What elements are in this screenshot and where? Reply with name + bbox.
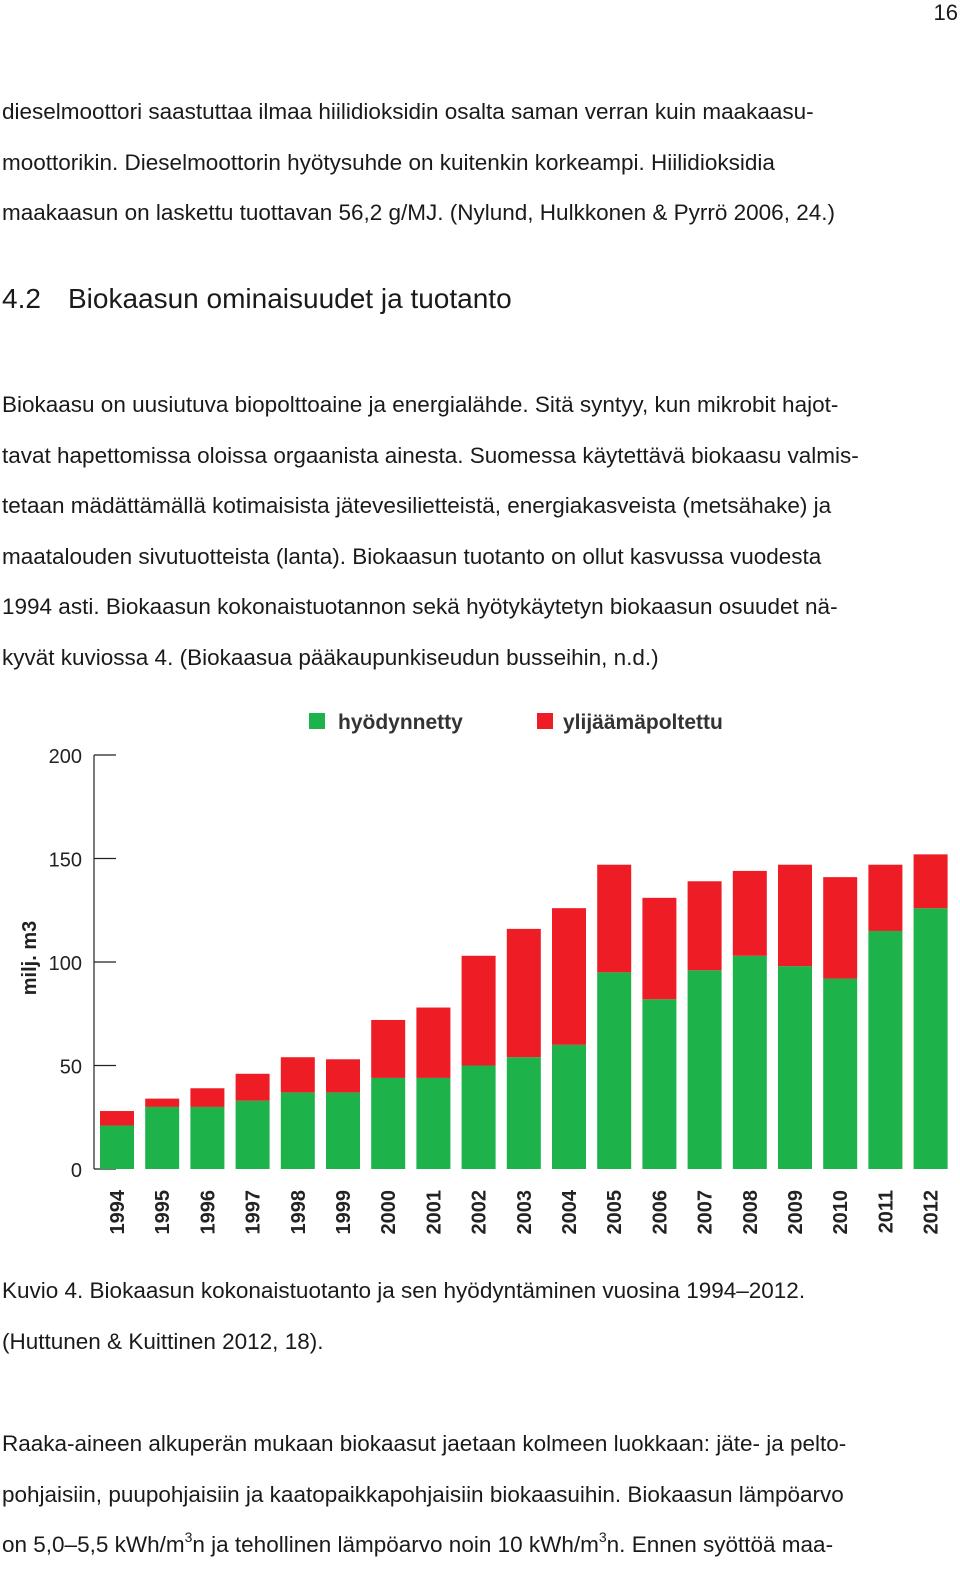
legend-swatch	[537, 713, 553, 729]
bar-hyodynnetty-1996	[190, 1107, 224, 1169]
bar-hyodynnetty-1997	[236, 1101, 270, 1169]
paragraph-line: maatalouden sivutuotteista (lanta). Biokaasun tuotanto on ollut kasvussa vuodesta	[2, 543, 822, 569]
bar-hyodynnetty-2005	[597, 972, 631, 1169]
x-tick-label: 1994	[107, 1190, 129, 1235]
superscript: 3	[184, 1529, 193, 1545]
bar-ylijaamapoltettu-2009	[778, 865, 812, 966]
text-run: n. Ennen syöttöä maa-	[606, 1532, 834, 1557]
bar-ylijaamapoltettu-1998	[281, 1057, 315, 1092]
bar-ylijaamapoltettu-2006	[642, 898, 676, 999]
y-tick-label: 50	[59, 1056, 82, 1079]
x-tick-label: 2006	[649, 1190, 672, 1235]
bar-ylijaamapoltettu-2000	[371, 1020, 405, 1078]
paragraph-line	[2, 1520, 957, 1571]
bar-hyodynnetty-2002	[462, 1066, 496, 1170]
x-tick-label: 2003	[513, 1190, 536, 1235]
bar-ylijaamapoltettu-1996	[190, 1088, 224, 1107]
x-tick-label: 2000	[378, 1190, 401, 1235]
y-tick-label: 150	[48, 849, 82, 872]
paragraph-2	[2, 380, 957, 683]
bar-ylijaamapoltettu-1994	[100, 1111, 134, 1125]
text-run: on 5,0–5,5 kWh/m	[2, 1532, 185, 1557]
superscript: 3	[598, 1529, 607, 1545]
paragraph-line: tavat hapettomissa oloissa orgaanista ainesta. Suomessa käytettävä biokaasu valmis-	[2, 442, 859, 468]
paragraph-line: maakaasun on laskettu tuottavan 56,2 g/MJ. (Nylund, Hulkkonen & Pyrrö 2006, 24.)	[2, 200, 835, 225]
bar-ylijaamapoltettu-2004	[552, 908, 586, 1045]
bar-hyodynnetty-2012	[914, 908, 948, 1169]
bar-ylijaamapoltettu-2010	[823, 877, 857, 978]
x-tick-label: 2008	[739, 1190, 762, 1235]
bar-hyodynnetty-2010	[823, 979, 857, 1169]
bar-hyodynnetty-2000	[371, 1078, 405, 1169]
x-tick-label: 2012	[920, 1190, 943, 1235]
legend-label: ylijäämäpoltettu	[563, 711, 723, 734]
bar-hyodynnetty-2006	[642, 999, 676, 1169]
x-tick-label: 1995	[152, 1190, 175, 1235]
bar-hyodynnetty-1999	[326, 1092, 360, 1169]
x-tick-label: 2002	[468, 1190, 491, 1235]
bar-ylijaamapoltettu-2001	[416, 1008, 450, 1078]
bar-ylijaamapoltettu-2003	[507, 929, 541, 1057]
bar-hyodynnetty-1995	[145, 1107, 179, 1169]
figure-caption	[2, 1266, 805, 1367]
x-tick-label: 2005	[604, 1190, 627, 1235]
paragraph-line: tetaan mädättämällä kotimaisista jätevesilietteistä, energiakasveista (metsähake) ja	[2, 493, 832, 518]
section-number: 4.2	[2, 283, 41, 314]
bar-ylijaamapoltettu-2008	[733, 871, 767, 956]
section-title: Biokaasun ominaisuudet ja tuotanto	[68, 283, 512, 314]
y-axis-label: milj. m3	[19, 920, 41, 996]
bar-hyodynnetty-2009	[778, 966, 812, 1169]
paragraph-line: Raaka-aineen alkuperän mukaan biokaasut jaetaan kolmeen luokkaan: jäte- ja pelto-	[2, 1431, 847, 1456]
bar-ylijaamapoltettu-2007	[688, 881, 722, 970]
biogas-production-chart	[0, 700, 960, 1250]
x-tick-label: 2009	[785, 1190, 807, 1235]
bar-ylijaamapoltettu-2005	[597, 865, 631, 973]
paragraph-line: pohjaisiin, puupohjaisiin ja kaatopaikkapohjaisiin biokaasuihin. Biokaasun lämpöarvo	[2, 1481, 844, 1507]
bar-hyodynnetty-2008	[733, 956, 767, 1169]
text-run: n ja tehollinen lämpöarvo noin 10 kWh/m	[192, 1532, 599, 1557]
y-tick-label: 100	[48, 953, 82, 975]
section-heading	[2, 283, 512, 315]
bar-ylijaamapoltettu-2011	[868, 865, 902, 931]
x-tick-label: 1997	[242, 1190, 265, 1235]
bar-ylijaamapoltettu-1999	[326, 1059, 360, 1092]
bar-ylijaamapoltettu-2012	[914, 854, 948, 908]
paragraph-line: dieselmoottori saastuttaa ilmaa hiilidioksidin osalta saman verran kuin maakaasu-	[2, 99, 814, 124]
legend-label: hyödynnetty	[338, 711, 463, 734]
legend-swatch	[309, 713, 325, 729]
bar-hyodynnetty-1994	[100, 1126, 134, 1169]
bar-hyodynnetty-2001	[416, 1078, 450, 1169]
x-tick-label: 1999	[333, 1190, 355, 1235]
x-tick-label: 2001	[423, 1190, 446, 1235]
paragraph-line: 1994 asti. Biokaasun kokonaistuotannon sekä hyötykäytetyn biokaasun osuudet nä-	[2, 594, 838, 619]
paragraph-line: Biokaasu on uusiutuva biopolttoaine ja energialähde. Sitä syntyy, kun mikrobit hajot-	[2, 392, 839, 417]
bar-ylijaamapoltettu-1997	[236, 1074, 270, 1101]
paragraph-line: kyvät kuviossa 4. (Biokaasua pääkaupunkiseudun busseihin, n.d.)	[2, 644, 659, 670]
x-tick-label: 2004	[559, 1190, 581, 1235]
bar-hyodynnetty-2004	[552, 1045, 586, 1169]
caption-line: Kuvio 4. Biokaasun kokonaistuotanto ja sen hyödyntäminen vuosina 1994–2012.	[2, 1278, 806, 1303]
bar-ylijaamapoltettu-2002	[462, 956, 496, 1066]
x-tick-label: 2010	[830, 1190, 853, 1235]
x-tick-label: 2007	[694, 1190, 717, 1235]
y-tick-label: 0	[70, 1160, 82, 1182]
page-number: 16	[933, 0, 958, 25]
bar-hyodynnetty-2011	[868, 931, 902, 1169]
bar-ylijaamapoltettu-1995	[145, 1099, 179, 1107]
caption-line: (Huttunen & Kuittinen 2012, 18).	[2, 1328, 324, 1354]
paragraph-3	[2, 1419, 957, 1571]
x-tick-label: 1998	[287, 1190, 310, 1235]
bar-hyodynnetty-2007	[688, 970, 722, 1169]
bar-hyodynnetty-2003	[507, 1057, 541, 1169]
x-tick-label: 2011	[875, 1190, 898, 1234]
paragraph-1	[2, 87, 957, 239]
bar-hyodynnetty-1998	[281, 1092, 315, 1169]
paragraph-line: moottorikin. Dieselmoottorin hyötysuhde on kuitenkin korkeampi. Hiilidioksidia	[2, 149, 775, 175]
x-tick-label: 1996	[197, 1190, 220, 1235]
y-tick-label: 200	[48, 746, 82, 768]
